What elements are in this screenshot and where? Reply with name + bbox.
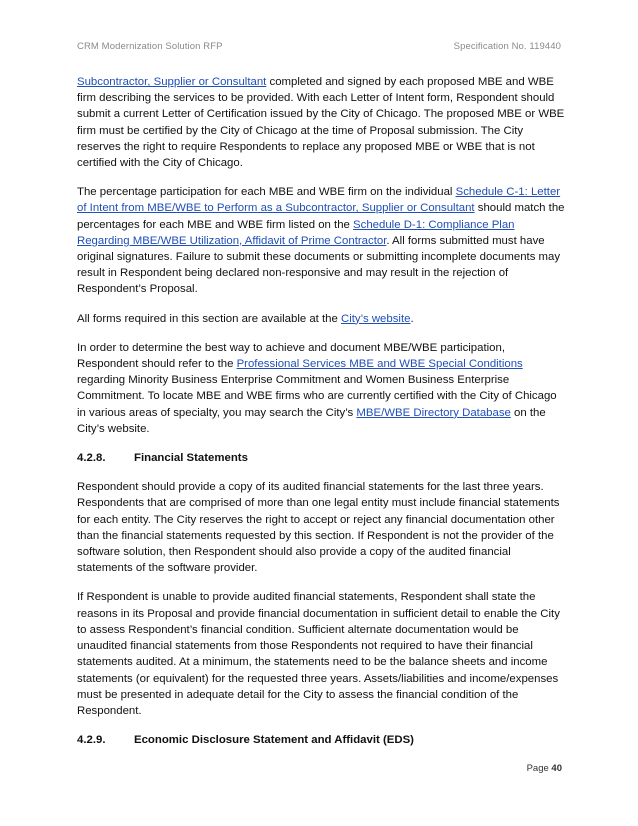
paragraph-text: In order to determine the best way to achieve and document MBE/WBE participation, Respondent should refer to the	[77, 341, 506, 371]
paragraph-text: should match the percentages for each MBE and WBE firm listed on the	[77, 202, 565, 231]
paragraph-text: .	[410, 312, 414, 325]
paragraph-text: regarding Minority Business Enterprise Commitment and Women Business Enterprise Commitment. To locate MBE and WBE firms who are currently certified with the City of Chicago in various areas of specialty, you may search the City’s	[77, 374, 557, 419]
document-title: CRM Modernization Solution RFP	[77, 41, 223, 52]
page-label: Page	[526, 763, 552, 774]
paragraph-percentage-participation	[77, 184, 565, 297]
link-city-website[interactable]: City’s website	[341, 312, 411, 325]
page-footer	[527, 763, 562, 774]
paragraph-mbe-wbe-participation	[77, 340, 565, 437]
paragraph-text: completed and signed by each proposed MBE and WBE firm describing the services to be provided. With each Letter of Intent form, Respondent should submit a current Letter of Certification issued by the City of Chicago. The proposed MBE or WBE firm must be certified by the City of Chicago at the time of Proposal submission. The City reserves the right to require Respondents to replace any proposed MBE or WBE that is not certified with the City of Chicago.	[77, 76, 565, 170]
section-title: Financial Statements	[134, 452, 248, 465]
paragraph-letter-of-intent	[77, 74, 565, 171]
link-special-conditions[interactable]: Professional Services MBE and WBE Special Conditions	[236, 358, 523, 371]
paragraph-text: . All forms submitted must have original signatures. Failure to submit these documents or submitting incomplete documents may result in Respondent being declared non-responsive and may result in the rejection of Respondent’s Proposal.	[77, 234, 561, 296]
section-number: 4.2.9.	[77, 734, 106, 747]
paragraph-financial-statements: Respondent should provide a copy of its audited financial statements for the last three years. Respondents that are comprised of more than one legal entity must include financial statements for each entity. The City reserves the right to accept or reject any financial documentation other than the financial statements requested by this section. If Respondent is not the provider of the software solution, then Respondent should also provide a copy of the audited financial statements of the software provider.	[77, 481, 560, 575]
paragraph-forms-available	[77, 311, 565, 327]
section-title: Economic Disclosure Statement and Affidavit (EDS)	[134, 734, 414, 747]
paragraph-text: The percentage participation for each MBE and WBE firm on the individual	[77, 186, 456, 199]
link-subcontractor-supplier-consultant[interactable]: Subcontractor, Supplier or Consultant	[77, 76, 267, 88]
page-header	[77, 41, 561, 55]
link-mbe-wbe-directory[interactable]: MBE/WBE Directory Database	[356, 406, 511, 419]
page-body	[77, 74, 565, 761]
section-heading-eds	[77, 732, 565, 748]
paragraph-text: All forms required in this section are available at the	[77, 312, 342, 325]
page-number: 40	[551, 763, 562, 774]
section-number: 4.2.8.	[77, 452, 106, 465]
section-heading-financial-statements	[77, 450, 565, 466]
paragraph-alternate-documentation: If Respondent is unable to provide audited financial statements, Respondent shall state the reasons in its Proposal and provide financial documentation in sufficient detail to enable the City to assess Respondent’s financial condition. Sufficient alternate documentation would be unaudited financial statements from those Respondents not required to have their financial statements audited. At a minimum, the statements need to be the balance sheets and income statements (or equivalent) for the requested three years. Assets/liabilities and income/expenses must be presented in adequate detail for the City to assess the financial condition of the Respondent.	[77, 591, 560, 717]
link-schedule-c1[interactable]: Schedule C-1: Letter of Intent from MBE/WBE to Perform as a Subcontractor, Supplier or Consultant	[77, 186, 561, 215]
link-schedule-d1[interactable]: Schedule D-1: Compliance Plan Regarding MBE/WBE Utilization, Affidavit of Prime Contractor	[77, 218, 515, 247]
paragraph-text: on the City’s website.	[77, 406, 546, 435]
specification-number: Specification No. 119440	[453, 41, 561, 52]
